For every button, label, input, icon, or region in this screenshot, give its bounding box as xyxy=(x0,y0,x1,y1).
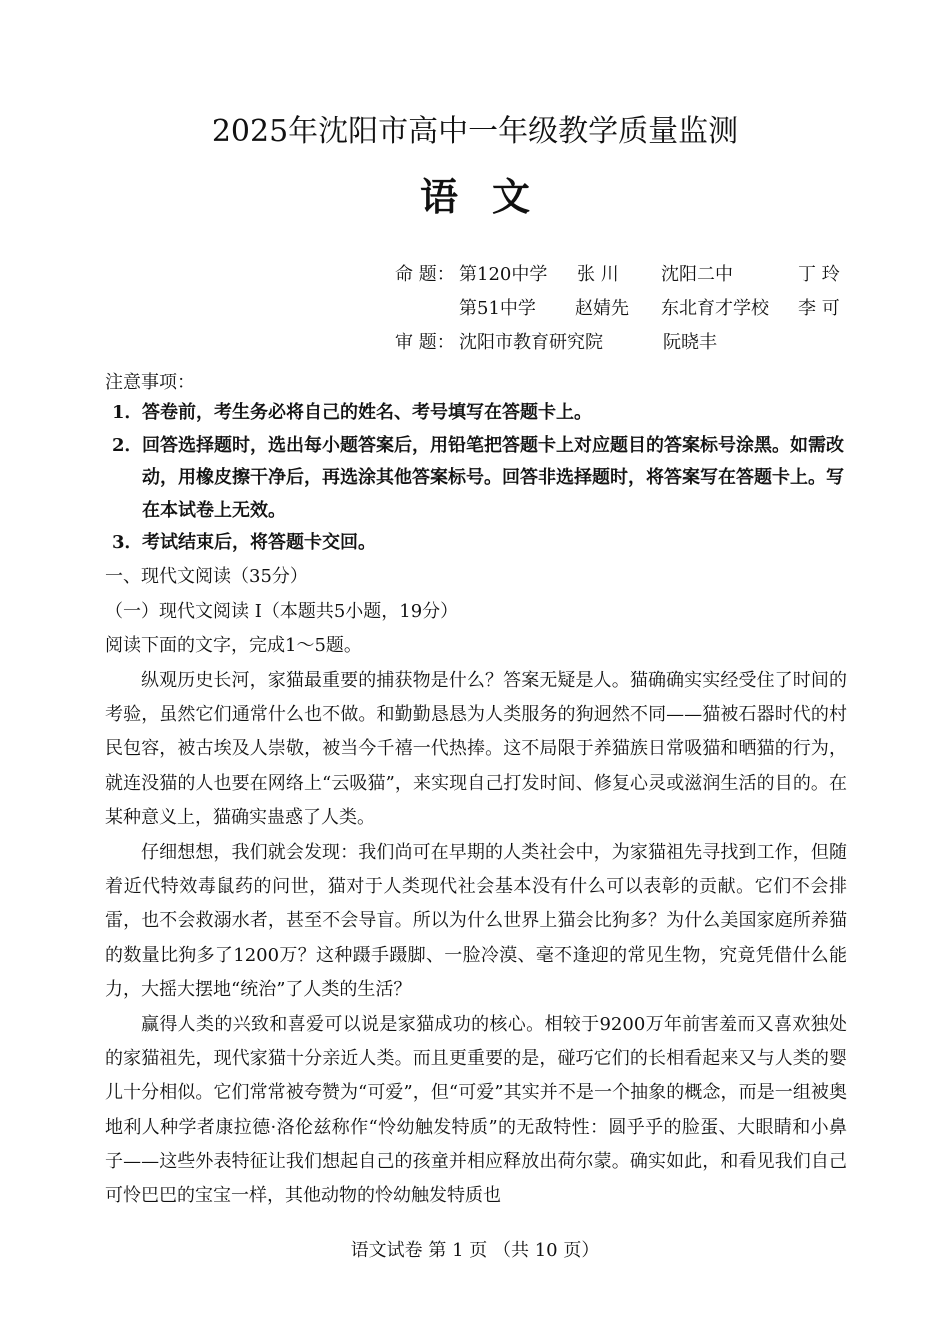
reading-instruction: 阅读下面的文字，完成1～5题。 xyxy=(105,635,362,656)
notice-number: 3． xyxy=(112,532,143,553)
notice-item xyxy=(112,397,852,430)
setter-name: 张 川 xyxy=(577,264,619,285)
reviewer-name: 阮晓丰 xyxy=(663,332,717,353)
notice-item xyxy=(112,527,852,560)
notice-heading: 注意事项： xyxy=(105,372,195,393)
notice-item xyxy=(112,430,852,528)
passage-paragraph: 仔细想想，我们就会发现：我们尚可在早期的人类社会中，为家猫祖先寻找到工作，但随着近代特效毒鼠药的问世，猫对于人类现代社会基本没有什么可以表彰的贡献。它们不会排雷，也不会救溺水者，甚至不会导盲。所以为什么世界上猫会比狗多？为什么美国家庭所养猫的数量比狗多了1200万？这种蹑手蹑脚、一脸冷漠、毫不逢迎的常见生物，究竟凭借什么能力，大摇大摆地“统治”了人类的生活？ xyxy=(105,842,847,1000)
passage-paragraph: 纵观历史长河，家猫最重要的捕获物是什么？答案无疑是人。猫确确实实经受住了时间的考验，虽然它们通常什么也不做。和勤勤恳恳为人类服务的狗迥然不同——猫被石器时代的村民包容，被古埃及人崇敬，被当今千禧一代热捧。这不局限于养猫族日常吸猫和晒猫的行为，就连没猫的人也要在网络上“云吸猫”，来实现自己打发时间、修复心灵或滋润生活的目的。在某种意义上，猫确实蛊惑了人类。 xyxy=(105,670,847,828)
reading-passage xyxy=(105,664,847,1214)
notice-number: 2． xyxy=(112,434,143,456)
reviewer-label: 审 题： xyxy=(395,332,455,353)
notice-text: 答卷前，考生务必将自己的姓名、考号填写在答题卡上。 xyxy=(142,402,592,423)
setter-name: 丁 玲 xyxy=(798,264,840,285)
credits-row-3 xyxy=(395,326,855,360)
setter-name: 李 可 xyxy=(798,298,840,319)
setter-school: 第120中学 xyxy=(459,264,548,285)
credits-row-1 xyxy=(395,258,855,292)
reviewer-org: 沈阳市教育研究院 xyxy=(459,332,603,353)
notice-text: 回答选择题时，选出每小题答案后，用铅笔把答题卡上对应题目的答案标号涂黑。如需改动，用橡皮擦干净后，再选涂其他答案标号。回答非选择题时，将答案写在答题卡上。写在本试卷上无效。 xyxy=(142,434,844,521)
setter-school: 第51中学 xyxy=(459,298,536,319)
page-footer: 语文试卷 第 1 页 （共 10 页） xyxy=(350,1240,600,1261)
setter-school: 东北育才学校 xyxy=(661,298,769,319)
section-heading: 一、现代文阅读（35分） xyxy=(105,566,308,587)
exam-title: 2025年沈阳市高中一年级教学质量监测 xyxy=(211,114,739,149)
subsection-heading: （一）现代文阅读 I（本题共5小题，19分） xyxy=(105,601,459,622)
credits-row-2 xyxy=(395,292,855,326)
setter-school: 沈阳二中 xyxy=(661,264,733,285)
notice-number: 1． xyxy=(112,402,143,423)
credits-block xyxy=(395,258,855,360)
notice-text: 考试结束后，将答题卡交回。 xyxy=(142,532,376,553)
setter-name: 赵婧先 xyxy=(575,298,629,319)
passage-paragraph: 赢得人类的兴致和喜爱可以说是家猫成功的核心。相较于9200万年前害羞而又喜欢独处的家猫祖先，现代家猫十分亲近人类。而且更重要的是，碰巧它们的长相看起来又与人类的婴儿十分相似。它们常常被夸赞为“可爱”，但“可爱”其实并不是一个抽象的概念，而是一组被奥地利人种学者康拉德·洛伦兹称作“怜幼触发特质”的无敌特性：圆乎乎的脸蛋、大眼睛和小鼻子——这些外表特征让我们想起自己的孩童并相应释放出荷尔蒙。确实如此，和看见我们自己可怜巴巴的宝宝一样，其他动物的怜幼触发特质也 xyxy=(105,1014,847,1207)
notice-list xyxy=(112,397,852,560)
setters-label: 命 题： xyxy=(395,264,455,285)
subject-title: 语文 xyxy=(419,174,564,219)
